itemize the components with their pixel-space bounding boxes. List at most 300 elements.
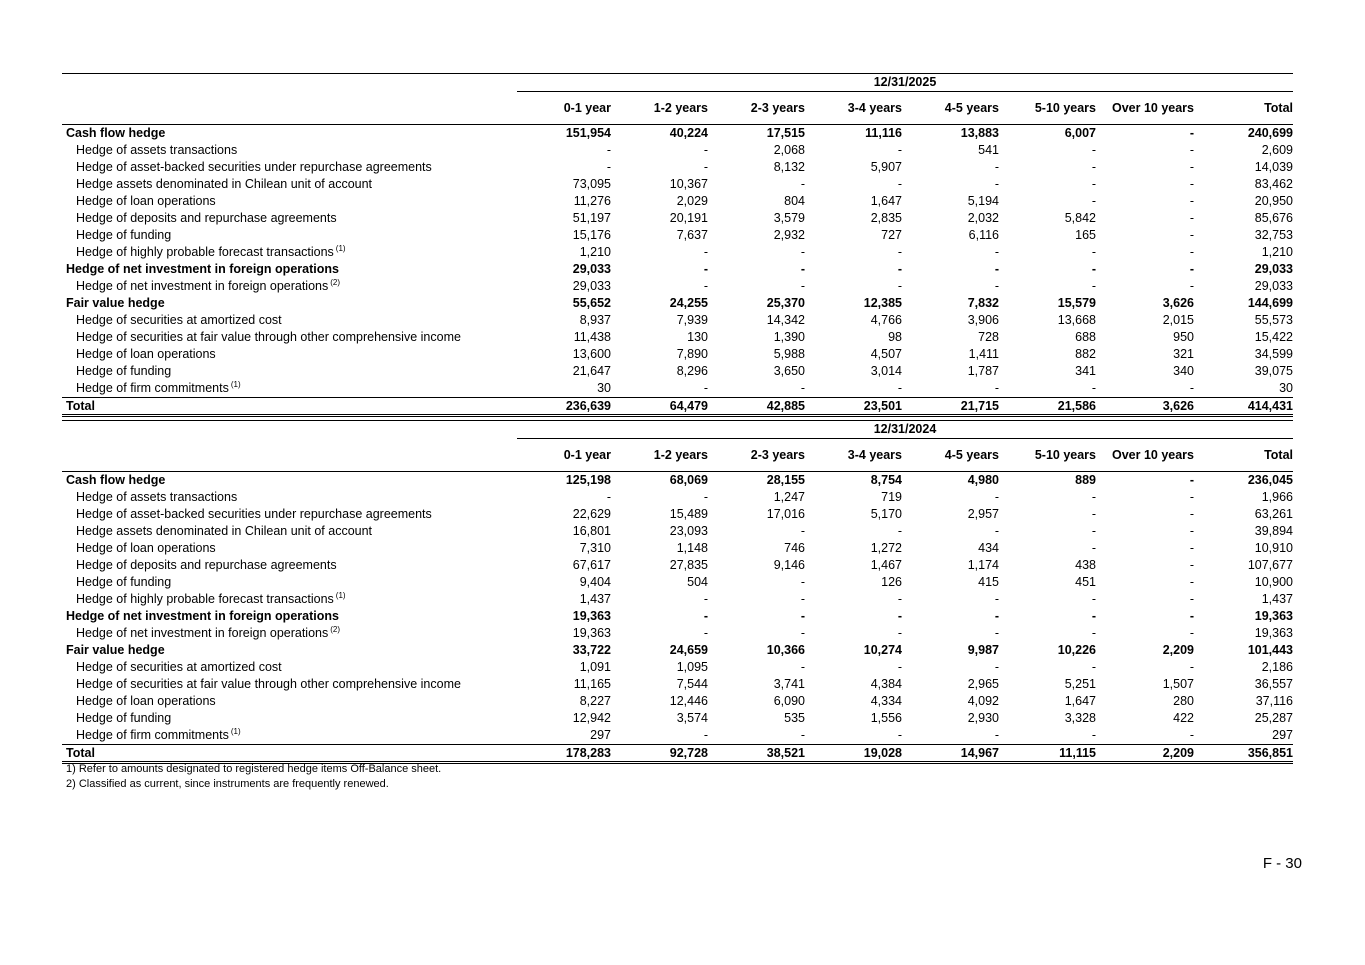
cell-value: 13,600 [572, 347, 611, 361]
cell-value: - [994, 279, 999, 293]
cell-value: 13,668 [1057, 313, 1096, 327]
column-header: 2-3 years [750, 101, 805, 115]
section-row [62, 125, 1293, 142]
row-label-text: Hedge of loan operations [76, 694, 216, 708]
footnote-ref: (1) [335, 591, 346, 600]
cell-value: 1,390 [773, 330, 805, 344]
cell-value: - [994, 592, 999, 606]
cell-value: - [994, 609, 999, 623]
cell-value: 28,155 [766, 473, 805, 487]
cell-value: 2,835 [870, 211, 902, 225]
total-value: 2,209 [1162, 746, 1194, 760]
column-header: Over 10 years [1111, 101, 1194, 115]
cell-value: 98 [888, 330, 902, 344]
cell-value: - [1189, 473, 1194, 487]
cell-value: - [994, 490, 999, 504]
cell-value: 25,370 [766, 296, 805, 310]
cell-value: - [1091, 609, 1096, 623]
row-label-text: Hedge of highly probable forecast transactions [76, 245, 334, 259]
cell-value: - [897, 524, 902, 538]
cell-value: - [1091, 262, 1096, 276]
row-label-text: Fair value hedge [66, 643, 165, 657]
cell-value: - [800, 592, 805, 606]
cell-value: - [1189, 490, 1194, 504]
cell-value: - [703, 245, 708, 259]
row-label-text: Hedge of funding [76, 228, 172, 242]
table-row [62, 142, 1293, 159]
total-value: 414,431 [1247, 399, 1293, 413]
cell-value: 541 [978, 143, 999, 157]
cell-value: 341 [1075, 364, 1096, 378]
row-label [62, 244, 517, 261]
cell-value: 20,950 [1254, 194, 1293, 208]
cell-value: - [1091, 592, 1096, 606]
cell-value: 1,467 [870, 558, 902, 572]
row-label-text: Hedge of assets transactions [76, 490, 238, 504]
row-label-text: Hedge of net investment in foreign operations [66, 609, 339, 623]
row-label-text: Hedge of deposits and repurchase agreements [76, 211, 337, 225]
cell-value: 19,363 [1254, 609, 1293, 623]
cell-value: 17,515 [766, 126, 805, 140]
cell-value: - [1189, 177, 1194, 191]
cell-value: 33,722 [572, 643, 611, 657]
cell-value: - [1189, 381, 1194, 395]
cell-value: 2,932 [773, 228, 805, 242]
cell-value: 25,287 [1254, 711, 1293, 725]
cell-value: 688 [1075, 330, 1096, 344]
cell-value: 4,766 [870, 313, 902, 327]
cell-value: 30 [597, 381, 611, 395]
cell-value: - [897, 262, 902, 276]
cell-value: 1,966 [1261, 490, 1293, 504]
cell-value: 727 [881, 228, 902, 242]
cell-value: 27,835 [669, 558, 708, 572]
cell-value: 9,404 [579, 575, 611, 589]
cell-value: 1,437 [579, 592, 611, 606]
cell-value: 13,883 [960, 126, 999, 140]
row-label [62, 142, 517, 159]
cell-value: - [994, 177, 999, 191]
cell-value: 11,116 [865, 126, 902, 140]
cell-value: - [1189, 211, 1194, 225]
cell-value: - [606, 143, 611, 157]
column-header: 0-1 year [563, 101, 611, 115]
row-label [62, 727, 517, 744]
column-header: Total [1264, 101, 1293, 115]
column-header: 0-1 year [563, 448, 611, 462]
cell-value: 10,910 [1254, 541, 1293, 555]
cell-value: - [1091, 541, 1096, 555]
cell-value: 9,146 [773, 558, 805, 572]
total-value: 3,626 [1162, 399, 1194, 413]
row-label [62, 363, 517, 380]
column-header-label [62, 92, 517, 124]
row-label [62, 557, 517, 574]
cell-value: 882 [1075, 347, 1096, 361]
column-header: 3-4 years [847, 448, 902, 462]
row-label [62, 159, 517, 176]
cell-value: 719 [881, 490, 902, 504]
cell-value: - [800, 262, 805, 276]
cell-value: 1,148 [676, 541, 708, 555]
cell-value: - [1091, 524, 1096, 538]
row-label [62, 472, 517, 489]
cell-value: 7,637 [676, 228, 708, 242]
cell-value: 30 [1279, 381, 1293, 395]
cell-value: 7,939 [676, 313, 708, 327]
column-header: Over 10 years [1111, 448, 1194, 462]
cell-value: - [1091, 490, 1096, 504]
total-value: 14,967 [960, 746, 999, 760]
row-label-text: Hedge of firm commitments [76, 381, 229, 395]
period-date: 12/31/2024 [873, 422, 937, 436]
cell-value: 12,942 [572, 711, 611, 725]
cell-value: 40,224 [669, 126, 708, 140]
table-row [62, 312, 1293, 329]
cell-value: - [703, 381, 708, 395]
cell-value: 3,741 [773, 677, 805, 691]
cell-value: 1,507 [1162, 677, 1194, 691]
row-label-text: Hedge of securities at amortized cost [76, 313, 282, 327]
row-label [62, 125, 517, 142]
cell-value: - [1091, 160, 1096, 174]
cell-value: 9,987 [967, 643, 999, 657]
cell-value: 5,194 [967, 194, 999, 208]
total-value: 236,639 [565, 399, 611, 413]
period-header [62, 74, 1293, 91]
cell-value: 8,937 [579, 313, 611, 327]
cell-value: 2,032 [967, 211, 999, 225]
cell-value: 804 [784, 194, 805, 208]
cell-value: - [1189, 558, 1194, 572]
cell-value: - [1189, 541, 1194, 555]
total-value: 21,586 [1057, 399, 1096, 413]
total-label: Total [66, 746, 95, 760]
cell-value: 4,384 [870, 677, 902, 691]
cell-value: 12,385 [863, 296, 902, 310]
cell-value: 22,629 [572, 507, 611, 521]
row-label [62, 625, 517, 642]
cell-value: 19,363 [572, 626, 611, 640]
row-label-text: Hedge of funding [76, 364, 172, 378]
row-label [62, 227, 517, 244]
cell-value: - [1189, 262, 1194, 276]
cell-value: - [897, 728, 902, 742]
cell-value: 1,787 [967, 364, 999, 378]
cell-value: 29,033 [1254, 279, 1293, 293]
cell-value: 51,197 [572, 211, 611, 225]
row-label-text: Cash flow hedge [66, 126, 166, 140]
cell-value: 950 [1173, 330, 1194, 344]
cell-value: - [1189, 126, 1194, 140]
period-header [62, 421, 1293, 438]
cell-value: 8,132 [773, 160, 805, 174]
cell-value: - [800, 575, 805, 589]
cell-value: - [994, 160, 999, 174]
cell-value: - [1091, 194, 1096, 208]
row-label [62, 523, 517, 540]
row-label-text: Fair value hedge [66, 296, 165, 310]
row-label [62, 608, 517, 625]
row-label [62, 574, 517, 591]
column-header: 4-5 years [944, 448, 999, 462]
table-row [62, 489, 1293, 506]
total-row [62, 397, 1293, 417]
hedge-maturity-table-2024 [62, 420, 1293, 764]
cell-value: 2,068 [773, 143, 805, 157]
cell-value: 434 [978, 541, 999, 555]
cell-value: 1,174 [967, 558, 999, 572]
column-header: 2-3 years [750, 448, 805, 462]
cell-value: 11,438 [573, 330, 611, 344]
table-row [62, 710, 1293, 727]
cell-value: - [1189, 143, 1194, 157]
cell-value: 1,411 [968, 347, 999, 361]
column-header: 5-10 years [1034, 101, 1096, 115]
cell-value: 7,310 [579, 541, 611, 555]
row-label-text: Hedge of securities at fair value through other comprehensive income [76, 330, 461, 344]
row-label [62, 210, 517, 227]
row-label [62, 380, 517, 397]
row-label-text: Hedge of loan operations [76, 194, 216, 208]
table-row [62, 506, 1293, 523]
row-label-text: Hedge of asset-backed securities under repurchase agreements [76, 160, 432, 174]
cell-value: 37,116 [1255, 694, 1293, 708]
cell-value: 2,209 [1162, 643, 1194, 657]
cell-value: 107,677 [1247, 558, 1293, 572]
cell-value: - [800, 609, 805, 623]
cell-value: - [703, 143, 708, 157]
cell-value: 3,328 [1064, 711, 1096, 725]
row-label-text: Hedge of highly probable forecast transactions [76, 592, 334, 606]
cell-value: 55,573 [1254, 313, 1293, 327]
row-label-text: Hedge of deposits and repurchase agreements [76, 558, 337, 572]
cell-value: - [1091, 660, 1096, 674]
cell-value: 5,251 [1064, 677, 1096, 691]
row-label [62, 642, 517, 659]
cell-value: - [1189, 609, 1194, 623]
total-value: 92,728 [669, 746, 708, 760]
cell-value: 3,650 [773, 364, 805, 378]
section-row [62, 295, 1293, 312]
cell-value: 101,443 [1247, 643, 1293, 657]
cell-value: - [1091, 143, 1096, 157]
cell-value: 1,437 [1261, 592, 1293, 606]
cell-value: 125,198 [565, 473, 611, 487]
cell-value: 34,599 [1254, 347, 1293, 361]
footnote-2: 2) Classified as current, since instruments are frequently renewed. [66, 778, 389, 790]
cell-value: 7,890 [676, 347, 708, 361]
cell-value: 14,039 [1254, 160, 1293, 174]
row-label [62, 346, 517, 363]
cell-value: - [1091, 381, 1096, 395]
cell-value: - [1189, 660, 1194, 674]
cell-value: - [703, 490, 708, 504]
row-label [62, 489, 517, 506]
cell-value: 451 [1075, 575, 1096, 589]
section-row [62, 608, 1293, 625]
cell-value: 10,367 [669, 177, 708, 191]
cell-value: 2,965 [967, 677, 999, 691]
cell-value: - [1189, 279, 1194, 293]
cell-value: - [800, 728, 805, 742]
total-row [62, 744, 1293, 764]
cell-value: 6,116 [968, 228, 999, 242]
cell-value: - [994, 381, 999, 395]
cell-value: 14,342 [766, 313, 805, 327]
cell-value: - [897, 177, 902, 191]
row-label [62, 710, 517, 727]
cell-value: 165 [1075, 228, 1096, 242]
cell-value: - [703, 609, 708, 623]
cell-value: - [800, 177, 805, 191]
row-label [62, 295, 517, 312]
cell-value: 746 [784, 541, 805, 555]
cell-value: - [897, 609, 902, 623]
cell-value: 2,186 [1261, 660, 1293, 674]
footnotes [66, 762, 441, 792]
cell-value: 1,647 [1064, 694, 1096, 708]
footnote-ref: (1) [335, 244, 346, 253]
cell-value: 10,900 [1254, 575, 1293, 589]
cell-value: - [800, 245, 805, 259]
row-label [62, 693, 517, 710]
row-label-text: Hedge of asset-backed securities under repurchase agreements [76, 507, 432, 521]
cell-value: - [994, 626, 999, 640]
table-row [62, 363, 1293, 380]
cell-value: 5,842 [1064, 211, 1096, 225]
cell-value: 29,033 [572, 279, 611, 293]
cell-value: 4,334 [870, 694, 902, 708]
row-label-text: Hedge assets denominated in Chilean unit of account [76, 524, 373, 538]
cell-value: - [1189, 507, 1194, 521]
period-date: 12/31/2025 [873, 75, 937, 89]
column-header-label [62, 439, 517, 471]
row-label-text: Hedge of firm commitments [76, 728, 229, 742]
column-header: 5-10 years [1034, 448, 1096, 462]
cell-value: - [703, 626, 708, 640]
cell-value: 1,095 [676, 660, 708, 674]
cell-value: 1,272 [870, 541, 902, 555]
row-label [62, 329, 517, 346]
cell-value: - [1091, 507, 1096, 521]
cell-value: - [1189, 524, 1194, 538]
cell-value: - [1091, 728, 1096, 742]
cell-value: 240,699 [1247, 126, 1293, 140]
row-label [62, 278, 517, 295]
cell-value: 5,988 [773, 347, 805, 361]
cell-value: 5,907 [870, 160, 902, 174]
row-label-text: Hedge of loan operations [76, 347, 216, 361]
footnote-1: 1) Refer to amounts designated to registered hedge items Off-Balance sheet. [66, 763, 442, 775]
cell-value: 8,296 [676, 364, 708, 378]
table-row [62, 676, 1293, 693]
column-header: 1-2 years [653, 448, 708, 462]
cell-value: 340 [1173, 364, 1194, 378]
cell-value: 55,652 [572, 296, 611, 310]
cell-value: - [606, 160, 611, 174]
cell-value: 12,446 [669, 694, 708, 708]
table-row [62, 227, 1293, 244]
table-row [62, 659, 1293, 676]
cell-value: - [1189, 228, 1194, 242]
cell-value: - [703, 262, 708, 276]
cell-value: - [606, 490, 611, 504]
table-row [62, 193, 1293, 210]
column-header-row [62, 439, 1293, 472]
cell-value: 85,676 [1254, 211, 1293, 225]
cell-value: 73,095 [572, 177, 611, 191]
total-value: 38,521 [766, 746, 805, 760]
cell-value: 1,210 [1261, 245, 1293, 259]
cell-value: - [1189, 575, 1194, 589]
cell-value: 24,255 [669, 296, 708, 310]
cell-value: 67,617 [572, 558, 611, 572]
cell-value: 2,015 [1162, 313, 1194, 327]
row-label-text: Hedge of loan operations [76, 541, 216, 555]
cell-value: - [1091, 245, 1096, 259]
cell-value: 16,801 [572, 524, 611, 538]
table-row [62, 540, 1293, 557]
cell-value: 15,422 [1254, 330, 1293, 344]
row-label-text: Cash flow hedge [66, 473, 166, 487]
cell-value: 10,226 [1057, 643, 1096, 657]
cell-value: 1,091 [579, 660, 611, 674]
table-row [62, 574, 1293, 591]
row-label-text: Hedge of net investment in foreign operations [76, 626, 329, 640]
cell-value: 3,014 [870, 364, 902, 378]
cell-value: 36,557 [1254, 677, 1293, 691]
cell-value: 1,647 [870, 194, 902, 208]
section-row [62, 472, 1293, 489]
cell-value: 11,165 [573, 677, 611, 691]
cell-value: 39,075 [1254, 364, 1293, 378]
cell-value: 20,191 [669, 211, 708, 225]
cell-value: 15,579 [1057, 296, 1096, 310]
cell-value: 535 [784, 711, 805, 725]
table-row [62, 244, 1293, 261]
cell-value: 8,754 [870, 473, 902, 487]
table-row [62, 380, 1293, 397]
table-row [62, 278, 1293, 295]
cell-value: 151,954 [565, 126, 611, 140]
cell-value: 2,930 [967, 711, 999, 725]
row-label [62, 312, 517, 329]
cell-value: 24,659 [669, 643, 708, 657]
table-row [62, 210, 1293, 227]
cell-value: 130 [687, 330, 708, 344]
cell-value: - [994, 524, 999, 538]
cell-value: 280 [1173, 694, 1194, 708]
row-label-text: Hedge assets denominated in Chilean unit of account [76, 177, 373, 191]
row-label [62, 540, 517, 557]
cell-value: - [800, 381, 805, 395]
cell-value: - [994, 660, 999, 674]
cell-value: - [1189, 194, 1194, 208]
cell-value: 8,227 [579, 694, 611, 708]
cell-value: 5,170 [870, 507, 902, 521]
total-value: 21,715 [960, 399, 999, 413]
cell-value: 19,363 [572, 609, 611, 623]
cell-value: 3,574 [676, 711, 708, 725]
cell-value: - [1189, 245, 1194, 259]
cell-value: 19,363 [1254, 626, 1293, 640]
cell-value: 2,029 [676, 194, 708, 208]
cell-value: 889 [1075, 473, 1096, 487]
row-label [62, 591, 517, 608]
cell-value: 422 [1173, 711, 1194, 725]
cell-value: - [800, 279, 805, 293]
